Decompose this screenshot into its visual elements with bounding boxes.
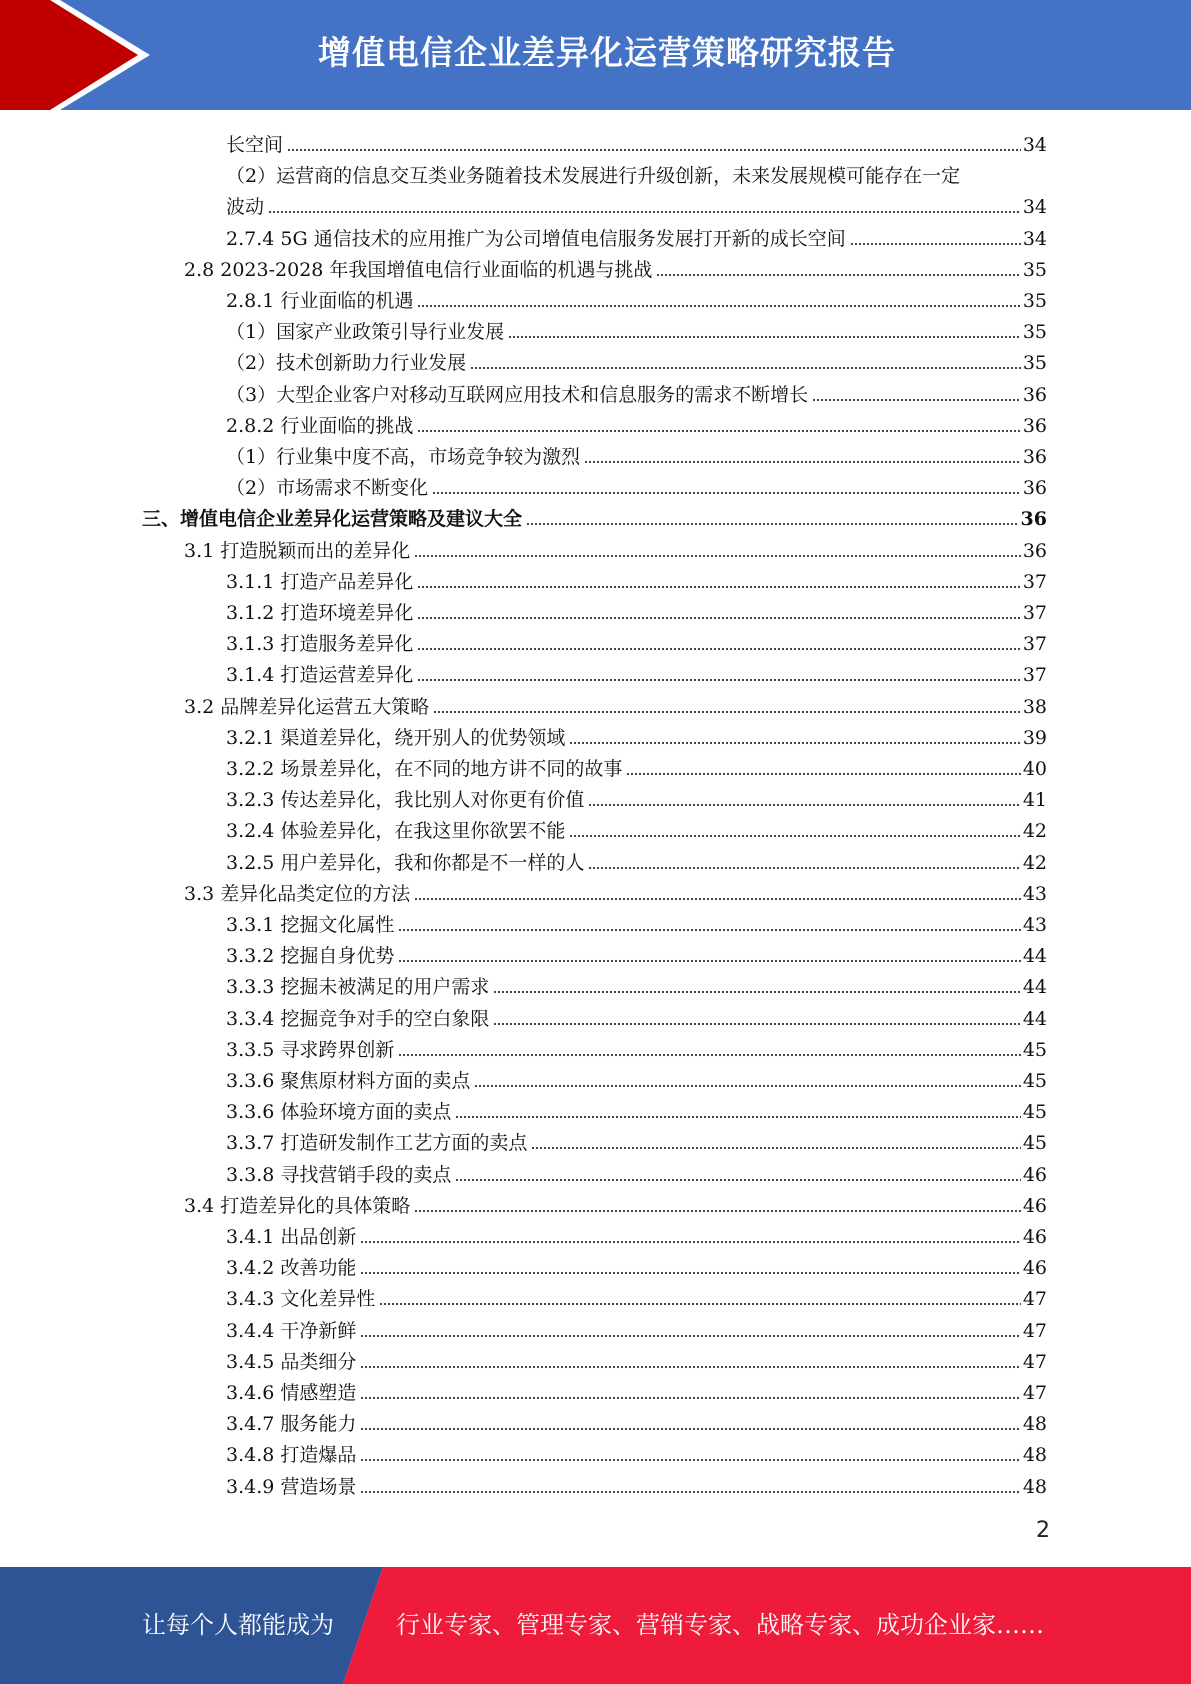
toc-entry-page: 47: [1022, 1382, 1047, 1404]
toc-entry-page: 48: [1022, 1475, 1047, 1498]
toc-leader-dots: [360, 1271, 1020, 1275]
toc-leader-dots: [455, 1115, 1020, 1119]
toc-entry-page: 35: [1022, 321, 1047, 344]
toc-leader-dots: [398, 959, 1020, 963]
toc-entry-label: 3.1.1 打造产品差异化: [226, 570, 414, 593]
toc-entry-label: 3.3.1 挖掘文化属性: [226, 914, 395, 936]
toc-entry-label: 3.2.4 体验差异化，在我这里你欲罢不能: [226, 820, 566, 843]
toc-entry-label: 3.2.1 渠道差异化，绕开别人的优势领域: [226, 726, 566, 749]
toc-leader-dots: [470, 366, 1021, 370]
toc-leader-dots: [584, 460, 1021, 464]
toc-leader-dots: [526, 522, 1019, 526]
toc-entry-label: 2.8.1 行业面临的机遇: [226, 290, 414, 312]
toc-entry[interactable]: [226, 314, 1047, 345]
toc-entry-page: 45: [1022, 1038, 1047, 1061]
toc-entry-page: 46: [1022, 1257, 1047, 1280]
toc-leader-dots: [812, 398, 1021, 402]
toc-entry[interactable]: [226, 751, 1047, 782]
toc-entry[interactable]: [226, 1437, 1047, 1468]
toc-entry-page: 44: [1022, 976, 1047, 999]
toc-entry[interactable]: [226, 1406, 1047, 1437]
toc-entry-label: 3.3.8 寻找营销手段的卖点: [226, 1163, 452, 1186]
toc-entry-label: 3.2 品牌差异化运营五大策略: [184, 695, 430, 718]
toc-entry-label: 3.3.2 挖掘自身优势: [226, 945, 395, 968]
toc-entry[interactable]: [226, 595, 1047, 626]
toc-entry-label: 3.4.9 营造场景: [226, 1475, 357, 1498]
toc-entry[interactable]: [226, 813, 1047, 844]
toc-leader-dots: [433, 710, 1021, 714]
toc-entry-page: 34: [1022, 196, 1047, 219]
toc-entry-page: 36: [1020, 508, 1047, 531]
toc-entry-page: 43: [1022, 914, 1047, 936]
toc-entry-page: 46: [1022, 1163, 1047, 1186]
toc-entry-page: 36: [1022, 539, 1047, 562]
toc-entry-page: 40: [1022, 758, 1047, 780]
toc-entry-page: 48: [1022, 1413, 1047, 1436]
toc-entry[interactable]: [226, 283, 1047, 314]
toc-entry-label: 3.4.5 品类细分: [226, 1350, 357, 1373]
toc-entry[interactable]: [226, 127, 1047, 158]
toc-entry-page: 46: [1022, 1194, 1047, 1217]
toc-entry-page: 44: [1022, 1007, 1047, 1030]
footer-slogan-left: 让每个人都能成为: [142, 1611, 334, 1639]
toc-entry-label: 3.3.5 寻求跨界创新: [226, 1038, 395, 1061]
toc-entry[interactable]: [226, 189, 1047, 220]
toc-entry-page: 37: [1022, 633, 1047, 656]
toc-entry-page: 46: [1022, 1226, 1047, 1248]
toc-entry[interactable]: [226, 408, 1047, 439]
toc-entry-label: （2）技术创新助力行业发展: [226, 352, 467, 375]
toc-leader-dots: [414, 1209, 1021, 1213]
toc-leader-dots: [360, 1396, 1020, 1400]
toc-entry-label: 3.3 差异化品类定位的方法: [184, 882, 411, 905]
toc-entry-page: 36: [1022, 446, 1047, 468]
toc-entry-page: 44: [1022, 945, 1047, 968]
toc-leader-dots: [398, 928, 1020, 932]
toc-entry-page: 42: [1022, 820, 1047, 843]
page-footer: [0, 1567, 1191, 1684]
toc-leader-dots: [432, 491, 1021, 495]
toc-leader-dots: [417, 429, 1020, 433]
toc-entry[interactable]: [226, 1032, 1047, 1063]
toc-entry-page: 45: [1022, 1070, 1047, 1092]
toc-entry-label: 3.4.7 服务能力: [226, 1413, 357, 1436]
toc-leader-dots: [417, 585, 1020, 589]
toc-entry-page: 45: [1022, 1101, 1047, 1124]
toc-entry[interactable]: [226, 158, 1047, 189]
toc-entry-label: 3.4.4 干净新鲜: [226, 1319, 357, 1342]
toc-leader-dots: [360, 1427, 1020, 1431]
toc-entry[interactable]: [226, 1063, 1047, 1094]
toc-entry-label: 3.2.2 场景差异化，在不同的地方讲不同的故事: [226, 758, 623, 780]
footer-slogan-right: 行业专家、管理专家、营销专家、战略专家、成功企业家……: [396, 1611, 1044, 1639]
toc-entry[interactable]: [226, 626, 1047, 657]
toc-entry[interactable]: [226, 1375, 1047, 1406]
toc-leader-dots: [508, 335, 1021, 339]
toc-entry-page: 34: [1022, 134, 1047, 156]
toc-entry[interactable]: [226, 1157, 1047, 1188]
toc-entry-label: 2.8 2023-2028 年我国增值电信行业面临的机遇与挑战: [184, 258, 653, 281]
toc-entry-page: 42: [1022, 851, 1047, 874]
toc-entry[interactable]: [142, 501, 1047, 532]
toc-entry-label: 2.8.2 行业面临的挑战: [226, 414, 414, 437]
toc-entry[interactable]: [226, 221, 1047, 252]
toc-leader-dots: [493, 1022, 1020, 1026]
toc-entry-label: 2.7.4 5G 通信技术的应用推广为公司增值电信服务发展打开新的成长空间: [226, 227, 846, 250]
toc-entry-page: 36: [1022, 414, 1047, 437]
toc-entry-page: 36: [1022, 477, 1047, 500]
toc-entry-page: 37: [1022, 602, 1047, 624]
toc-entry-label: 3.3.4 挖掘竞争对手的空白象限: [226, 1007, 490, 1030]
toc-entry[interactable]: [226, 1281, 1047, 1312]
toc-entry[interactable]: [226, 1344, 1047, 1375]
toc-entry[interactable]: [226, 657, 1047, 688]
toc-leader-dots: [417, 647, 1020, 651]
toc-leader-dots: [379, 1302, 1020, 1306]
toc-entry-page: 41: [1022, 789, 1047, 812]
toc-entry[interactable]: [226, 1125, 1047, 1156]
toc-entry[interactable]: [226, 720, 1047, 751]
toc-entry-label: 3.3.7 打造研发制作工艺方面的卖点: [226, 1132, 528, 1155]
toc-leader-dots: [474, 1084, 1020, 1088]
toc-entry-page: 37: [1022, 664, 1047, 687]
toc-leader-dots: [414, 897, 1021, 901]
toc-entry-label: 3.1 打造脱颖而出的差异化: [184, 539, 411, 562]
toc-leader-dots: [268, 210, 1021, 214]
toc-leader-dots: [360, 1334, 1020, 1338]
toc-entry-page: 43: [1022, 882, 1047, 905]
toc-entry[interactable]: [184, 1188, 1047, 1219]
toc-entry-label: 3.4.8 打造爆品: [226, 1444, 357, 1467]
toc-entry[interactable]: [226, 1469, 1047, 1500]
toc-entry-label: 3.1.4 打造运营差异化: [226, 664, 414, 687]
toc-entry-page: 35: [1022, 290, 1047, 312]
page-header: [0, 0, 1191, 110]
toc-entry[interactable]: [226, 564, 1047, 595]
toc-leader-dots: [455, 1178, 1020, 1182]
toc-entry[interactable]: [226, 1313, 1047, 1344]
toc-entry-page: 47: [1022, 1350, 1047, 1373]
toc-leader-dots: [360, 1365, 1020, 1369]
toc-entry-page: 45: [1022, 1132, 1047, 1155]
toc-entry-label: 3.3.6 体验环境方面的卖点: [226, 1101, 452, 1124]
toc-entry[interactable]: [226, 1001, 1047, 1032]
toc-entry-label: 3.2.3 传达差异化，我比别人对你更有价值: [226, 789, 585, 812]
toc-entry[interactable]: [184, 689, 1047, 720]
toc-entry[interactable]: [226, 907, 1047, 938]
toc-entry-page: 34: [1022, 227, 1047, 250]
toc-entry-label: 3.3.6 聚焦原材料方面的卖点: [226, 1070, 471, 1092]
toc-entry[interactable]: [226, 938, 1047, 969]
toc-entry-label: 三、增值电信企业差异化运营策略及建议大全: [142, 508, 523, 531]
toc-entry-label: （1）行业集中度不高，市场竞争较为激烈: [226, 446, 581, 468]
toc-entry-label: （2）市场需求不断变化: [226, 477, 429, 500]
toc-entry-page: 47: [1022, 1319, 1047, 1342]
toc-leader-dots: [531, 1146, 1020, 1150]
toc-entry[interactable]: [226, 439, 1047, 470]
toc-entry-page: 39: [1022, 726, 1047, 749]
toc-entry[interactable]: [226, 782, 1047, 813]
toc-entry[interactable]: [226, 377, 1047, 408]
toc-entry-label: 3.1.3 打造服务差异化: [226, 633, 414, 656]
toc-leader-dots: [656, 273, 1020, 277]
toc-entry-page: 35: [1022, 258, 1047, 281]
toc-leader-dots: [569, 834, 1020, 838]
toc-entry-page: 47: [1022, 1288, 1047, 1311]
toc-entry-label: （3）大型企业客户对移动互联网应用技术和信息服务的需求不断增长: [226, 383, 809, 406]
toc-leader-dots: [360, 1240, 1020, 1244]
page-number: 2: [1036, 1518, 1050, 1543]
toc-entry[interactable]: [226, 969, 1047, 1000]
toc-leader-dots: [417, 678, 1020, 682]
toc-leader-dots: [417, 616, 1020, 620]
toc-leader-dots: [398, 1053, 1020, 1057]
toc-entry-label: 3.1.2 打造环境差异化: [226, 602, 414, 624]
toc-leader-dots: [360, 1458, 1020, 1462]
toc-leader-dots: [360, 1490, 1020, 1494]
toc-entry[interactable]: [226, 845, 1047, 876]
header-title: 增值电信企业差异化运营策略研究报告: [318, 33, 896, 72]
toc-entry-page: 48: [1022, 1444, 1047, 1467]
toc-entry-label: 波动: [226, 196, 265, 219]
toc-leader-dots: [569, 741, 1020, 745]
toc-entry-label: （2）运营商的信息交互类业务随着技术发展进行升级创新，未来发展规模可能存在一定: [226, 165, 961, 188]
toc-leader-dots: [417, 304, 1020, 308]
toc-entry[interactable]: [226, 1250, 1047, 1281]
toc-leader-dots: [850, 242, 1021, 246]
toc-entry-label: 3.4.2 改善功能: [226, 1257, 357, 1280]
toc-entry-page: 38: [1022, 695, 1047, 718]
toc-entry[interactable]: [226, 1094, 1047, 1125]
toc-entry-label: （1）国家产业政策引导行业发展: [226, 321, 505, 344]
toc-leader-dots: [588, 803, 1020, 807]
toc-entry-label: 3.4.3 文化差异性: [226, 1288, 376, 1311]
toc-entry[interactable]: [226, 1219, 1047, 1250]
toc-entry-label: 3.4 打造差异化的具体策略: [184, 1194, 411, 1217]
toc-entry[interactable]: [184, 876, 1047, 907]
toc-entry-label: 3.2.5 用户差异化，我和你都是不一样的人: [226, 851, 585, 874]
toc-entry-label: 3.3.3 挖掘未被满足的用户需求: [226, 976, 490, 999]
toc-entry[interactable]: [226, 470, 1047, 501]
toc-entry[interactable]: [184, 533, 1047, 564]
toc-entry[interactable]: [226, 345, 1047, 376]
toc-leader-dots: [287, 148, 1021, 152]
toc-leader-dots: [493, 990, 1020, 994]
toc-entry-label: 长空间: [226, 134, 284, 156]
toc-leader-dots: [414, 554, 1021, 558]
toc-entry-label: 3.4.1 出品创新: [226, 1226, 357, 1248]
toc-entry[interactable]: [184, 252, 1047, 283]
toc-leader-dots: [626, 772, 1020, 776]
toc-entry-label: 3.4.6 情感塑造: [226, 1382, 357, 1404]
toc-entry-page: 37: [1022, 570, 1047, 593]
toc-entry-page: 36: [1022, 383, 1047, 406]
toc-leader-dots: [588, 866, 1020, 870]
toc-entry-page: 35: [1022, 352, 1047, 375]
